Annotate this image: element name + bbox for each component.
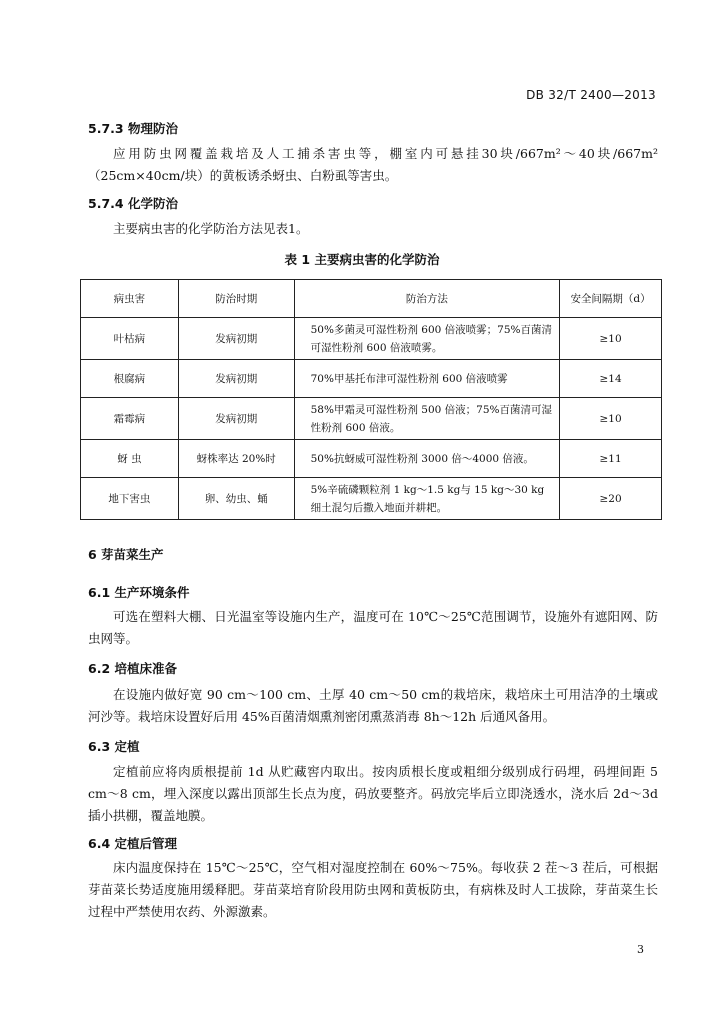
section-5-7-4-paragraph: 主要病虫害的化学防治方法见表1。 [113,221,309,236]
section-5-7-4-title: 5.7.4 化学防治 [88,196,178,211]
header-period: 防治时期 [178,280,294,318]
standard-code: DB 32/T 2400—2013 [526,88,656,102]
header-interval: 安全间隔期（d） [560,280,662,318]
cell-pest: 蚜 虫 [81,440,179,478]
pest-control-table [80,279,662,520]
header-method: 防治方法 [294,280,560,318]
section-5-7-3-paragraph: 应用防虫网覆盖栽培及人工捕杀害虫等，棚室内可悬挂30块/667m²～40块/667m²（25cm×40cm/块）的黄板诱杀蚜虫、白粉虱等害虫。 [88,146,658,183]
cell-pest: 霜霉病 [81,398,179,440]
cell-interval: ≥20 [560,478,662,520]
cell-interval: ≥10 [560,318,662,360]
cell-interval: ≥11 [560,440,662,478]
cell-period: 发病初期 [178,318,294,360]
cell-method: 5%辛硫磷颗粒剂 1 kg～1.5 kg与 15 kg～30 kg细土混匀后撒入地面并耕耙。 [294,478,560,520]
page-number: 3 [637,943,644,956]
table-row [81,478,662,520]
cell-method: 58%甲霜灵可湿性粉剂 500 倍液；75%百菌清可湿性粉剂 600 倍液。 [294,398,560,440]
table-row [81,318,662,360]
cell-period: 蚜株率达 20%时 [178,440,294,478]
cell-method: 50%多菌灵可湿性粉剂 600 倍液喷雾；75%百菌清可湿性粉剂 600 倍液喷雾。 [294,318,560,360]
table-row [81,360,662,398]
table-header-row [81,280,662,318]
section-6-1-paragraph: 可选在塑料大棚、日光温室等设施内生产，温度可在 10℃～25℃范围调节，设施外有遮阳网、防虫网等。 [88,609,658,646]
section-6-4-title: 6.4 定植后管理 [88,836,177,851]
cell-pest: 地下害虫 [81,478,179,520]
section-6-2-title: 6.2 培植床准备 [88,661,177,676]
cell-period: 发病初期 [178,360,294,398]
cell-period: 卵、幼虫、蛹 [178,478,294,520]
section-6-3-paragraph: 定植前应将肉质根提前 1d 从贮藏窖内取出。按肉质根长度或粗细分级别成行码埋，码埋间距 5 cm～8 cm，埋入深度以露出顶部生长点为度，码放要整齐。码放完毕后立即浇透水，浇水后 2d～3d 插小拱棚，覆盖地膜。 [88,764,658,823]
table-row [81,398,662,440]
table-row [81,440,662,478]
section-6-2-paragraph: 在设施内做好宽 90 cm～100 cm、土厚 40 cm～50 cm的栽培床，栽培床土可用洁净的土壤或河沙等。栽培床设置好后用 45%百菌清烟熏剂密闭熏蒸消毒 8h～12h 后通风备用。 [88,687,658,724]
section-6-4-paragraph: 床内温度保持在 15℃～25℃，空气相对湿度控制在 60%～75%。每收获 2 茬～3 茬后，可根据芽苗菜长势适度施用缓释肥。芽苗菜培育阶段用防虫网和黄板防虫，有病株及时人工拔除，芽苗菜生长过程中严禁使用农药、外源激素。 [88,860,658,919]
cell-interval: ≥14 [560,360,662,398]
section-6-title: 6 芽苗菜生产 [88,547,164,562]
cell-pest: 根腐病 [81,360,179,398]
table-caption: 表 1 主要病虫害的化学防治 [284,252,440,267]
cell-period: 发病初期 [178,398,294,440]
section-6-1-title: 6.1 生产环境条件 [88,585,190,600]
cell-interval: ≥10 [560,398,662,440]
section-6-3-title: 6.3 定植 [88,739,140,754]
section-5-7-3-title: 5.7.3 物理防治 [88,121,178,136]
header-pest: 病虫害 [81,280,179,318]
cell-method: 70%甲基托布津可湿性粉剂 600 倍液喷雾 [294,360,560,398]
cell-method: 50%抗蚜威可湿性粉剂 3000 倍～4000 倍液。 [294,440,560,478]
cell-pest: 叶枯病 [81,318,179,360]
